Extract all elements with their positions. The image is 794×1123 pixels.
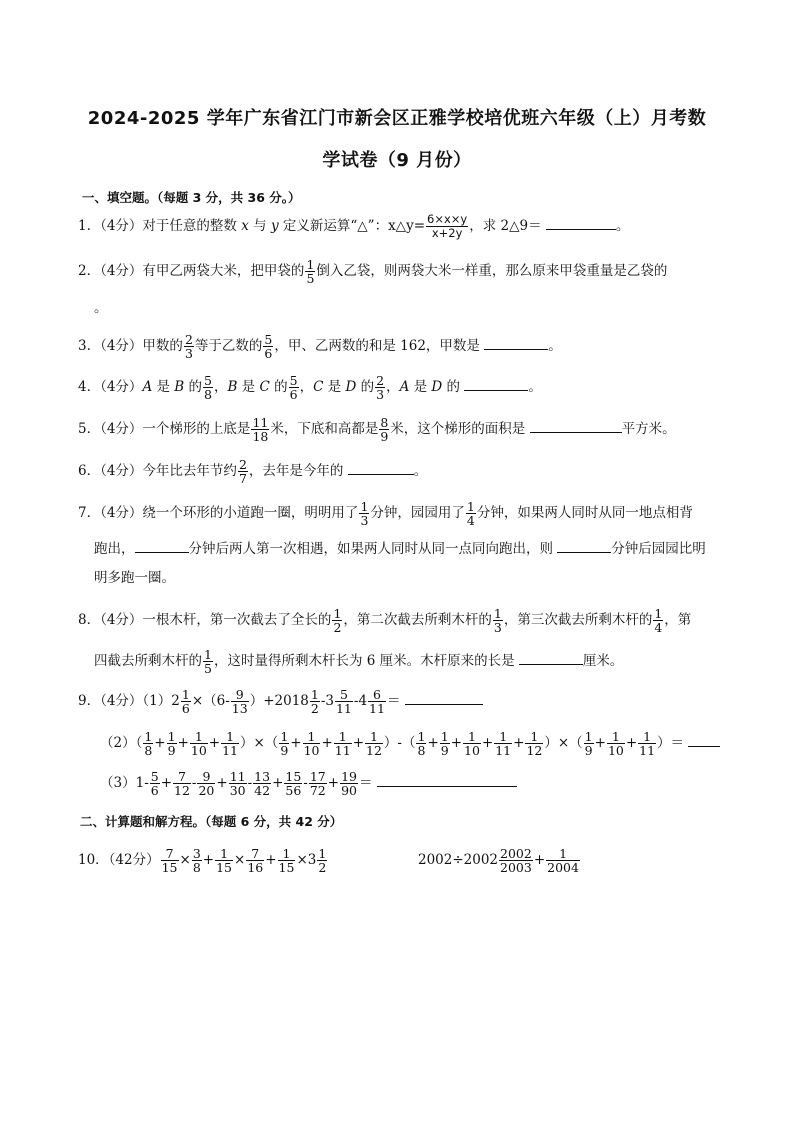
q2-text-b: 倒入乙袋，则两袋大米一样重，那么原来甲袋重量是乙袋的 (316, 263, 668, 279)
q9p1-f5-num: 6 (368, 688, 386, 702)
q10e1-frac (192, 847, 202, 874)
q5-text-d: 平方米。 (621, 421, 676, 437)
q9p2-frac-num: 1 (334, 730, 352, 744)
q7-answer-blank-2[interactable] (557, 538, 611, 553)
q9p3-frac-num: 11 (229, 769, 246, 784)
q10e2-f2-num: 1 (546, 847, 580, 861)
q9p3-frac-num: 7 (173, 770, 191, 784)
q2-text-c: 。 (94, 300, 108, 316)
question-6 (78, 458, 427, 485)
q9p2-frac-num: 1 (607, 730, 625, 744)
q7-fraction-2 (466, 500, 476, 527)
q4-var-d2: D (431, 379, 443, 395)
q9p3-frac-den: 30 (229, 783, 246, 798)
q9p1-f3-num: 1 (310, 687, 319, 702)
q9p2-plus: + (154, 735, 166, 751)
q4-var-a: A (142, 379, 153, 395)
q10e2-f1-den: 2003 (500, 860, 532, 875)
q9p2-frac (416, 730, 426, 757)
q7-f2-num: 1 (466, 499, 475, 514)
q9p2-frac-num: 1 (584, 729, 593, 744)
q9p1-whole-1: 2 (171, 693, 180, 709)
q5-text-a: 5．（4分）一个梯形的上底是 (78, 421, 251, 437)
q4-of-2: 的 (269, 379, 288, 395)
question-10 (78, 847, 328, 874)
q4-of-4: 的 (442, 379, 465, 395)
q9p2-frac-den: 12 (526, 743, 543, 758)
q9p1-op-1: ×（6- (191, 693, 230, 709)
q6-frac-num: 2 (238, 457, 247, 472)
q9p2-frac (303, 730, 321, 757)
q8-fraction-4 (203, 648, 213, 675)
q9p1-f2-num: 9 (231, 688, 249, 702)
question-8-line-2 (94, 648, 623, 675)
q3-f1-den: 3 (184, 346, 193, 361)
q3-f2-den: 6 (264, 346, 273, 361)
q8-text-g: 厘米。 (582, 653, 624, 669)
q4-f1-den: 8 (204, 387, 212, 402)
q7-text-g: 明多跑一圈。 (94, 570, 175, 586)
q9p2-frac-num: 1 (280, 729, 289, 744)
q9p2-frac-num: 1 (440, 729, 449, 744)
q10-label: 10．（42分） (78, 852, 160, 868)
q9p2-plus: + (208, 735, 221, 751)
q9p2-plus: + (481, 735, 494, 751)
q10-expression-2 (418, 847, 581, 874)
q1-text-b: 与 (248, 218, 271, 234)
q3-text-c: ，甲、乙两数的和是 162，甲数是 (274, 338, 485, 354)
q9p1-f2-den: 13 (231, 701, 248, 716)
q9p2-frac-num: 1 (303, 730, 321, 744)
question-5 (78, 416, 676, 443)
q9p3-frac-den: 12 (174, 783, 190, 798)
q2-frac-num: 1 (306, 257, 315, 272)
q10e1-frac (161, 847, 179, 874)
q9p2-frac (143, 730, 153, 757)
q6-text-a: 6．（4分）今年比去年节约 (78, 463, 237, 479)
q9p2-plus: + (625, 735, 638, 751)
q9p3-frac-den: 56 (285, 783, 302, 798)
question-1 (78, 213, 629, 240)
q10e1-frac-num: 7 (246, 847, 264, 861)
q9p1-f1-num: 1 (181, 687, 190, 702)
q9p1-op-2: ）+2018 (249, 693, 309, 709)
q3-fraction-1 (184, 333, 194, 360)
q9p2-label: （2） (100, 735, 136, 751)
q10e1-operator: + (265, 852, 277, 868)
q2-text-a: 2．（4分）有甲乙两袋大米，把甲袋的 (78, 263, 305, 279)
q4-f3-den: 3 (376, 387, 385, 402)
q8-text-b: ，第二次截去所剩木杆的 (343, 612, 492, 628)
q9p3-frac (173, 770, 191, 797)
q10e1-operator: + (202, 852, 215, 868)
q4-f3-num: 2 (376, 373, 385, 388)
q4-var-c: C (259, 379, 270, 395)
q9p2-plus: + (321, 735, 333, 751)
q8-f4-den: 5 (204, 661, 212, 676)
q5-f1-num: 11 (252, 415, 269, 430)
q1-text-c: 定义新运算“△”：x△y= (278, 218, 426, 234)
q1-text-a: 1．（4分）对于任意的整数 (78, 218, 242, 234)
q9p3-operator: - (247, 775, 253, 791)
q9p2-frac-den: 9 (280, 743, 289, 758)
q9p1-f4-den: 11 (335, 701, 352, 716)
question-8 (78, 607, 691, 634)
q9p2-frac-den: 12 (366, 743, 382, 758)
q9p3-operator: - (191, 775, 197, 791)
q7-text-a: 7．（4分）绕一个环形的小道跑一圈，明明用了 (78, 505, 359, 521)
section-calc-heading: 二、计算题和解方程。（每题 6 分，共 42 分） (80, 814, 343, 829)
q9p2-frac-num: 1 (365, 730, 383, 744)
q5-answer-blank[interactable] (530, 418, 622, 433)
q9p2-plus: + (427, 735, 439, 751)
q4-text-a: 4．（4分） (78, 379, 143, 395)
q9p1-op-4: -4 (353, 693, 368, 709)
q7-text-b: 分钟，园园用了 (370, 505, 465, 521)
q9p2-frac (584, 730, 594, 757)
q4-is-1: 是 (152, 379, 175, 395)
q9p2-frac-den: 10 (190, 743, 207, 758)
q9p3-frac-den: 42 (254, 783, 271, 798)
q7-f2-den: 4 (466, 513, 475, 528)
q9p2-frac-num: 1 (494, 730, 512, 744)
q6-fraction (238, 458, 248, 485)
q10e2-f2-den: 2004 (547, 860, 579, 875)
q4-f2-den: 6 (289, 387, 298, 402)
q9p2-answer-blank[interactable] (688, 732, 720, 747)
q9p1-f5-den: 11 (369, 701, 385, 716)
q4-of-3: 的 (356, 379, 375, 395)
q10e1-frac (278, 847, 296, 874)
q9p3-frac (197, 770, 215, 797)
question-7-line-3 (94, 568, 175, 588)
q9p2-frac (638, 730, 656, 757)
q9p3-frac (150, 770, 160, 797)
q9p2-plus: + (594, 735, 606, 751)
q9p2-frac-den: 8 (417, 743, 426, 758)
q9p2-frac (190, 730, 208, 757)
q9p2-frac-den: 10 (607, 743, 624, 758)
q9p1-op-3: -3 (320, 693, 334, 709)
q7-f1-num: 1 (360, 499, 369, 514)
q9p3-frac-num: 9 (197, 770, 215, 784)
q9p2-frac (463, 730, 481, 757)
q9p2-frac (279, 730, 289, 757)
q9p2-frac-num: 1 (221, 730, 239, 744)
q9p3-frac (253, 770, 271, 797)
q9p2-operator: ）＝ (657, 735, 689, 751)
q9p2-frac (525, 730, 543, 757)
q7-text-d: 跑出， (94, 541, 135, 557)
q1-fraction (426, 213, 468, 240)
q4-comma-2: ， (299, 379, 314, 395)
q4-var-d: D (345, 379, 357, 395)
question-9-part-2 (100, 730, 720, 757)
q9p2-frac (494, 730, 512, 757)
q8-f3-num: 1 (654, 606, 663, 621)
q9p2-frac-den: 11 (334, 743, 351, 758)
q9p1-answer-blank[interactable] (405, 690, 483, 705)
q9p2-frac-num: 1 (190, 730, 208, 744)
q1-var-x: x (241, 218, 249, 234)
question-3 (78, 333, 562, 360)
q10e1-frac-den: 15 (216, 860, 232, 875)
q4-var-b2: B (227, 379, 238, 395)
q9p3-frac-num: 13 (254, 769, 271, 784)
q9p3-answer-blank[interactable] (377, 772, 517, 787)
question-4 (78, 374, 542, 401)
q7-answer-blank-1[interactable] (135, 538, 189, 553)
q2-fraction (305, 258, 315, 285)
q5-text-c: 米，这个梯形的面积是 (390, 421, 530, 437)
q10e1-frac-num: 7 (161, 847, 179, 861)
q3-text-d: 。 (548, 338, 562, 354)
q3-text-a: 3．（4分）甲数的 (78, 338, 183, 354)
q9p2-frac (365, 730, 383, 757)
q4-var-b: B (174, 379, 185, 395)
q10e2-f1-num: 2002 (500, 846, 532, 861)
q10-expression-1 (160, 846, 329, 875)
q9-label: 9．（4分）（1） (78, 693, 172, 709)
exam-title-line2: 学试卷（9 月份） (322, 150, 472, 171)
q9p3-frac-den: 90 (341, 783, 357, 798)
q9p2-frac-den: 9 (440, 743, 449, 758)
q10e1-frac-num: 3 (192, 846, 201, 861)
q10e2-frac-1 (499, 847, 533, 874)
q10e1-frac (317, 847, 327, 874)
q10e1-frac-den: 2 (318, 860, 327, 875)
q10e2-frac-2 (546, 847, 580, 874)
q4-text-e: 。 (528, 379, 542, 395)
q9p2-expression (135, 729, 689, 758)
q8-f4-num: 1 (204, 647, 212, 662)
q7-text-e: 分钟后两人第一次相遇，如果两人同时从同一点同向跑出，则 (188, 541, 558, 557)
q9p2-plus: + (177, 735, 189, 751)
q9p2-frac-num: 1 (638, 730, 656, 744)
q1-frac-den: x+2y (431, 226, 463, 240)
q9p1-frac-3 (310, 688, 320, 715)
q8-text-c: ，第三次截去所剩木杆的 (503, 612, 653, 628)
q4-var-c2: C (313, 379, 324, 395)
q6-frac-den: 7 (238, 471, 247, 486)
q10e2-lead: 2002÷2002 (418, 852, 499, 868)
q10e1-frac-den: 16 (247, 860, 264, 875)
q9p2-plus: + (513, 735, 525, 751)
q9p3-frac-den: 20 (198, 783, 215, 798)
q9p3-label: （3） (100, 775, 136, 791)
q9p1-eq: ＝ (386, 693, 405, 709)
question-9-part-3 (100, 770, 517, 797)
q1-answer-blank[interactable] (546, 215, 616, 230)
q9p2-plus: + (450, 735, 463, 751)
q9p3-frac-num: 19 (341, 769, 357, 784)
q4-fraction-1 (203, 374, 213, 401)
q9p2-frac (167, 730, 177, 757)
q9p3-operator: + (327, 775, 340, 791)
q10e1-operator: × (179, 852, 191, 868)
q9p1-f1-den: 6 (181, 701, 190, 716)
q8-fraction-2 (493, 607, 503, 634)
q10e1-frac-num: 1 (278, 847, 296, 861)
q9p2-frac-den: 10 (303, 743, 320, 758)
q9p2-frac (607, 730, 625, 757)
q9p2-frac-num: 1 (417, 729, 426, 744)
q4-is-2: 是 (237, 379, 260, 395)
q9p3-frac-den: 72 (309, 783, 326, 798)
q5-fraction-1 (251, 416, 269, 443)
q9p1-frac-5 (368, 688, 386, 715)
q9p1-frac-2 (231, 688, 249, 715)
q9p2-frac (440, 730, 450, 757)
q9p1-frac-4 (335, 688, 353, 715)
q8-f3-den: 4 (654, 620, 663, 635)
q8-f1-num: 1 (333, 606, 342, 621)
q10e1-operator: × (234, 852, 246, 868)
q9p3-operator: - (303, 775, 308, 791)
q9p2-frac-num: 1 (144, 729, 153, 744)
q6-answer-blank[interactable] (348, 460, 414, 475)
q9p3-frac-num: 5 (150, 769, 159, 784)
q4-var-a2: A (399, 379, 410, 395)
q4-is-3: 是 (323, 379, 346, 395)
q10e1-frac-den: 8 (192, 860, 201, 875)
q10e1-frac-num: 1 (318, 846, 327, 861)
q9p3-operator: + (272, 775, 284, 791)
q9p2-operator: ）×（ (544, 735, 583, 751)
q10e2-plus: + (533, 852, 546, 868)
q9p2-operator: ）-（ (383, 735, 416, 751)
q9p1-frac-1 (181, 688, 191, 715)
q8-fraction-1 (332, 607, 342, 634)
q4-of-1: 的 (184, 379, 202, 395)
q9p3-eq: ＝ (358, 775, 377, 791)
q9p2-frac-den: 11 (639, 743, 656, 758)
q4-comma-1: ， (213, 379, 228, 395)
q4-is-4: 是 (409, 379, 432, 395)
q9p1-f3-den: 2 (310, 701, 319, 716)
q10e1-frac (215, 847, 233, 874)
q9p2-frac (334, 730, 352, 757)
q9p3-frac-num: 17 (309, 769, 326, 784)
q7-text-c: 分钟，如果两人同时从同一地点相背 (476, 505, 693, 521)
question-7-line-2 (94, 538, 706, 559)
q1-frac-num: 6×x×y (427, 212, 468, 226)
q2-frac-den: 5 (306, 271, 315, 286)
q6-text-c: 。 (413, 463, 428, 479)
q1-text-e: 。 (615, 218, 630, 234)
q1-var-y: y (270, 218, 279, 234)
section-fill-blank-heading: 一、填空题。（每题 3 分，共 36 分。） (82, 190, 301, 205)
q5-f1-den: 18 (252, 429, 269, 444)
question-2 (78, 258, 667, 285)
q9p2-frac-den: 11 (495, 743, 512, 758)
q9p3-operator: - (144, 775, 149, 791)
q3-answer-blank[interactable] (484, 335, 548, 350)
q3-f2-num: 5 (264, 332, 273, 347)
q3-text-b: 等于乙数的 (194, 338, 263, 354)
q4-f1-num: 5 (204, 373, 212, 388)
q9p2-frac-den: 10 (464, 743, 480, 758)
q8-answer-blank[interactable] (519, 650, 583, 665)
q9p2-frac-num: 1 (167, 729, 176, 744)
q9p2-operator: ）×（ (240, 735, 279, 751)
q5-text-b: 米，下底和高都是 (270, 421, 379, 437)
q7-f1-den: 3 (360, 513, 369, 528)
q9p2-plus: + (352, 735, 365, 751)
q10e1-frac-den: 15 (161, 860, 178, 875)
q8-text-d: ，第 (664, 612, 692, 628)
q4-f2-num: 5 (289, 373, 298, 388)
q9p3-frac (284, 770, 302, 797)
q9p3-frac-num: 15 (285, 769, 302, 784)
q8-text-f: ，这时量得所剩木杆长为 6 厘米。木杆原来的长是 (213, 653, 519, 669)
q5-fraction-2 (379, 416, 389, 443)
q9p3-frac (340, 770, 358, 797)
q7-text-f: 分钟后园园比明 (611, 541, 706, 557)
q3-f1-num: 2 (184, 332, 193, 347)
q4-fraction-2 (289, 374, 299, 401)
q9p3-frac (309, 770, 327, 797)
q9p3-frac (229, 770, 247, 797)
q9p2-frac-den: 11 (222, 743, 238, 758)
q9p2-frac-den: 9 (584, 743, 593, 758)
q3-fraction-2 (263, 333, 273, 360)
q9p2-plus: + (290, 735, 302, 751)
q10e1-frac (246, 847, 264, 874)
q9p2-open-paren: （ (135, 735, 143, 751)
q9p2-frac-num: 1 (463, 730, 481, 744)
question-7 (78, 500, 693, 527)
q9p3-lead: 1 (135, 775, 145, 791)
q2-answer-line[interactable] (94, 298, 108, 318)
q8-text-e: 四截去所剩木杆的 (94, 653, 202, 669)
q10e1-frac-den: 15 (278, 860, 295, 875)
q9p3-operator: + (160, 775, 173, 791)
question-9-part-1 (78, 688, 483, 715)
q4-answer-blank[interactable] (464, 376, 528, 391)
q9p2-frac-den: 8 (144, 743, 153, 758)
q4-fraction-3 (375, 374, 385, 401)
q6-text-b: ，去年是今年的 (248, 463, 348, 479)
q9p3-operator: + (216, 775, 228, 791)
q8-text-a: 8．（4分）一根木杆，第一次截去了全长的 (78, 612, 332, 628)
q7-fraction-1 (359, 500, 369, 527)
q9p1-f4-num: 5 (335, 688, 353, 702)
q9p2-frac (221, 730, 239, 757)
q4-comma-3: ， (386, 379, 400, 395)
q8-fraction-3 (653, 607, 663, 634)
q8-f1-den: 2 (333, 620, 342, 635)
q8-f2-den: 3 (493, 620, 502, 635)
q9p2-frac-den: 9 (167, 743, 176, 758)
q1-text-d: ，求 2△9＝ (469, 218, 546, 234)
q10e1-frac-num: 1 (215, 847, 233, 861)
q9p3-frac-den: 6 (150, 783, 159, 798)
q5-f2-den: 9 (380, 429, 389, 444)
exam-title-line1: 2024-2025 学年广东省江门市新会区正雅学校培优班六年级（上）月考数 (87, 108, 707, 129)
q9p2-frac-num: 1 (525, 730, 543, 744)
q5-f2-num: 8 (380, 415, 389, 430)
q10e1-operator: ×3 (296, 852, 317, 868)
q8-f2-num: 1 (493, 606, 502, 621)
q9p3-expression (144, 769, 359, 798)
